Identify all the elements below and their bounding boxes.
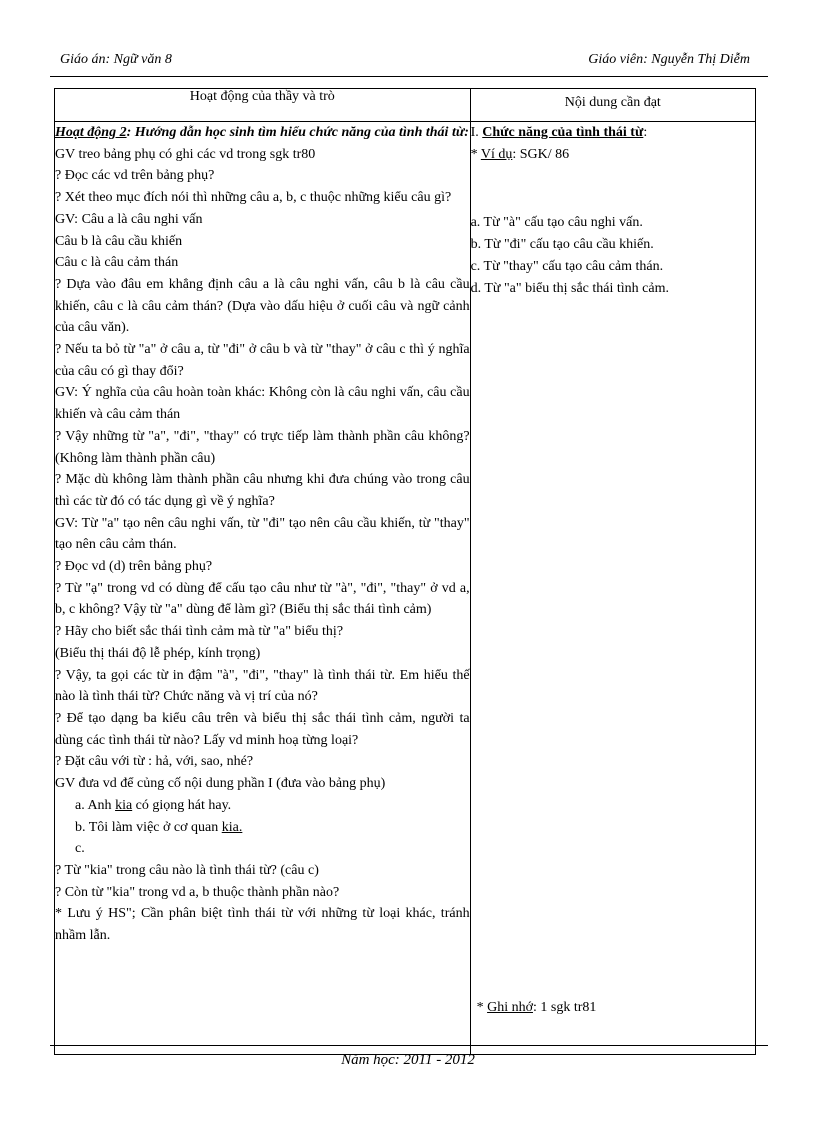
- activity-title-label: Hoạt động 2: [55, 125, 127, 140]
- activity-line: Câu c là câu cảm thán: [55, 255, 179, 271]
- activity-title-rest: : Hướng dẫn học sinh tìm hiểu chức năng của tình thái từ:: [126, 125, 469, 140]
- activity-line: ? Hãy cho biết sắc thái tình cảm mà từ "a" biểu thị?: [55, 624, 344, 640]
- header-rule: [50, 76, 768, 77]
- col-left-header: Hoạt động của thầy và trò: [55, 89, 471, 122]
- example-label: Ví dụ: [480, 146, 513, 162]
- activity-line: ? Mặc dù không làm thành phần câu nhưng khi đưa chúng vào trong câu thì các từ đó có tác dụng gì về ý nghĩa?: [55, 472, 470, 509]
- content-cell: [470, 122, 755, 1055]
- activity-line: ? Từ "kia" trong câu nào là tình thái từ? (câu c): [55, 862, 319, 878]
- example-ref: [471, 144, 755, 166]
- section-title: Chức năng của tình thái từ: [482, 125, 644, 140]
- content-item: a. Từ "à" cấu tạo câu nghi vấn.: [470, 215, 643, 231]
- header-right: Giáo viên: Nguyễn Thị Diễm: [588, 52, 750, 67]
- content-item: b. Từ "đi" cấu tạo câu cầu khiến.: [470, 237, 654, 253]
- activity-line: GV: Ý nghĩa của câu hoàn toàn khác: Không còn là câu nghi vấn, câu cầu khiến và câu cảm thán: [55, 385, 470, 423]
- activity-line: ? Vậy, ta gọi các từ in đậm "à", "đi", "thay" là tình thái từ. Em hiểu thế nào là tình thái từ? Chức năng và vị trí của nó?: [55, 667, 470, 705]
- section-number: I.: [470, 125, 483, 140]
- activity-line: (Biểu thị thái độ lễ phép, kính trọng): [55, 645, 261, 661]
- activity-line: ? Đọc các vd trên bảng phụ?: [55, 168, 215, 184]
- activity-line: ? Xét theo mục đích nói thì những câu a, b, c thuộc những kiểu câu gì?: [55, 190, 452, 206]
- table-header-row: [55, 89, 756, 122]
- example-c: c.: [75, 841, 85, 857]
- example-star: *: [470, 146, 481, 162]
- activity-line: ? Từ "ạ" trong vd có dùng để cấu tạo câu như từ "à", "đi", "thay" ở vd a, b, c không? Vậy từ "a" dùng để làm gì? (Biểu thị sắc thái tình cảm): [55, 580, 470, 618]
- memo-note: [477, 1000, 597, 1016]
- footer-text: Năm học: 2011 - 2012: [341, 1052, 475, 1068]
- example-b-word: kia.: [221, 819, 243, 835]
- activity-line: ? Vậy những từ "a", "đi", "thay" có trực tiếp làm thành phần câu không? (Không làm thành phần câu): [55, 428, 470, 466]
- content-item: d. Từ "a" biểu thị sắc thái tình cảm.: [470, 280, 669, 296]
- footer-rule: [50, 1045, 768, 1046]
- activity-line: GV đưa vd để củng cố nội dung phần I (đưa vào bảng phụ): [55, 776, 386, 792]
- activity-line: ? Nếu ta bỏ từ "a" ở câu a, từ "đi" ở câu b và từ "thay" ở câu c thì ý nghĩa của câu có gì thay đổi?: [55, 342, 470, 379]
- activity-line: Câu b là câu cầu khiến: [55, 233, 183, 249]
- example-b-pre: b. Tôi làm việc ở cơ quan: [75, 819, 222, 835]
- activity-line: ? Đặt câu với từ : hả, với, sao, nhé?: [55, 754, 254, 770]
- activity-title: [55, 122, 470, 144]
- spacer: [471, 165, 755, 212]
- note-star: *: [476, 1000, 488, 1015]
- example-a-pre: a. Anh: [75, 797, 116, 813]
- example-a-word: kia: [115, 797, 133, 813]
- activity-line: ? Để tạo dạng ba kiểu câu trên và biểu thị sắc thái tình cảm, người ta dùng các tình thái từ nào? Lấy vd minh hoạ từng loại?: [55, 710, 470, 748]
- section-heading: [471, 122, 755, 144]
- section-colon: :: [643, 125, 648, 140]
- activity-line: GV: Từ "a" tạo nên câu nghi vấn, từ "đi" tạo nên câu cầu khiến, từ "thay" tạo nên câu cảm thán.: [55, 515, 470, 553]
- activity-line: * Lưu ý HS"; Cần phân biệt tình thái từ với những từ loại khác, tránh nhầm lẫn.: [55, 906, 470, 944]
- activity-line: ? Đọc vd (d) trên bảng phụ?: [55, 559, 213, 575]
- note-rest: : 1 sgk tr81: [532, 1000, 597, 1015]
- activity-line: ? Dựa vào đâu em khẳng định câu a là câu nghi vấn, câu b là câu cầu khiến, câu c là câu cảm thán? (Dựa vào dấu hiệu ở cuối câu và ngữ cảnh của câu văn).: [55, 276, 470, 336]
- example-rest: : SGK/ 86: [512, 146, 570, 162]
- content-item: c. Từ "thay" cấu tạo câu cảm thán.: [470, 258, 664, 274]
- activity-line: GV: Câu a là câu nghi vấn: [55, 211, 203, 227]
- activity-line: ? Còn từ "kia" trong vd a, b thuộc thành phần nào?: [55, 884, 340, 900]
- example-a: [55, 795, 470, 817]
- example-a-post: có giọng hát hay.: [132, 797, 232, 813]
- table-body-row: [55, 122, 756, 1055]
- lesson-table: [54, 88, 756, 1055]
- activities-cell: [55, 122, 471, 1055]
- header-left: Giáo án: Ngữ văn 8: [60, 52, 172, 67]
- activity-line: GV treo bảng phụ có ghi các vd trong sgk tr80: [55, 146, 316, 162]
- col-right-header: Nội dung cần đạt: [470, 89, 755, 122]
- example-b: [55, 817, 470, 839]
- note-label: Ghi nhớ: [487, 1000, 533, 1015]
